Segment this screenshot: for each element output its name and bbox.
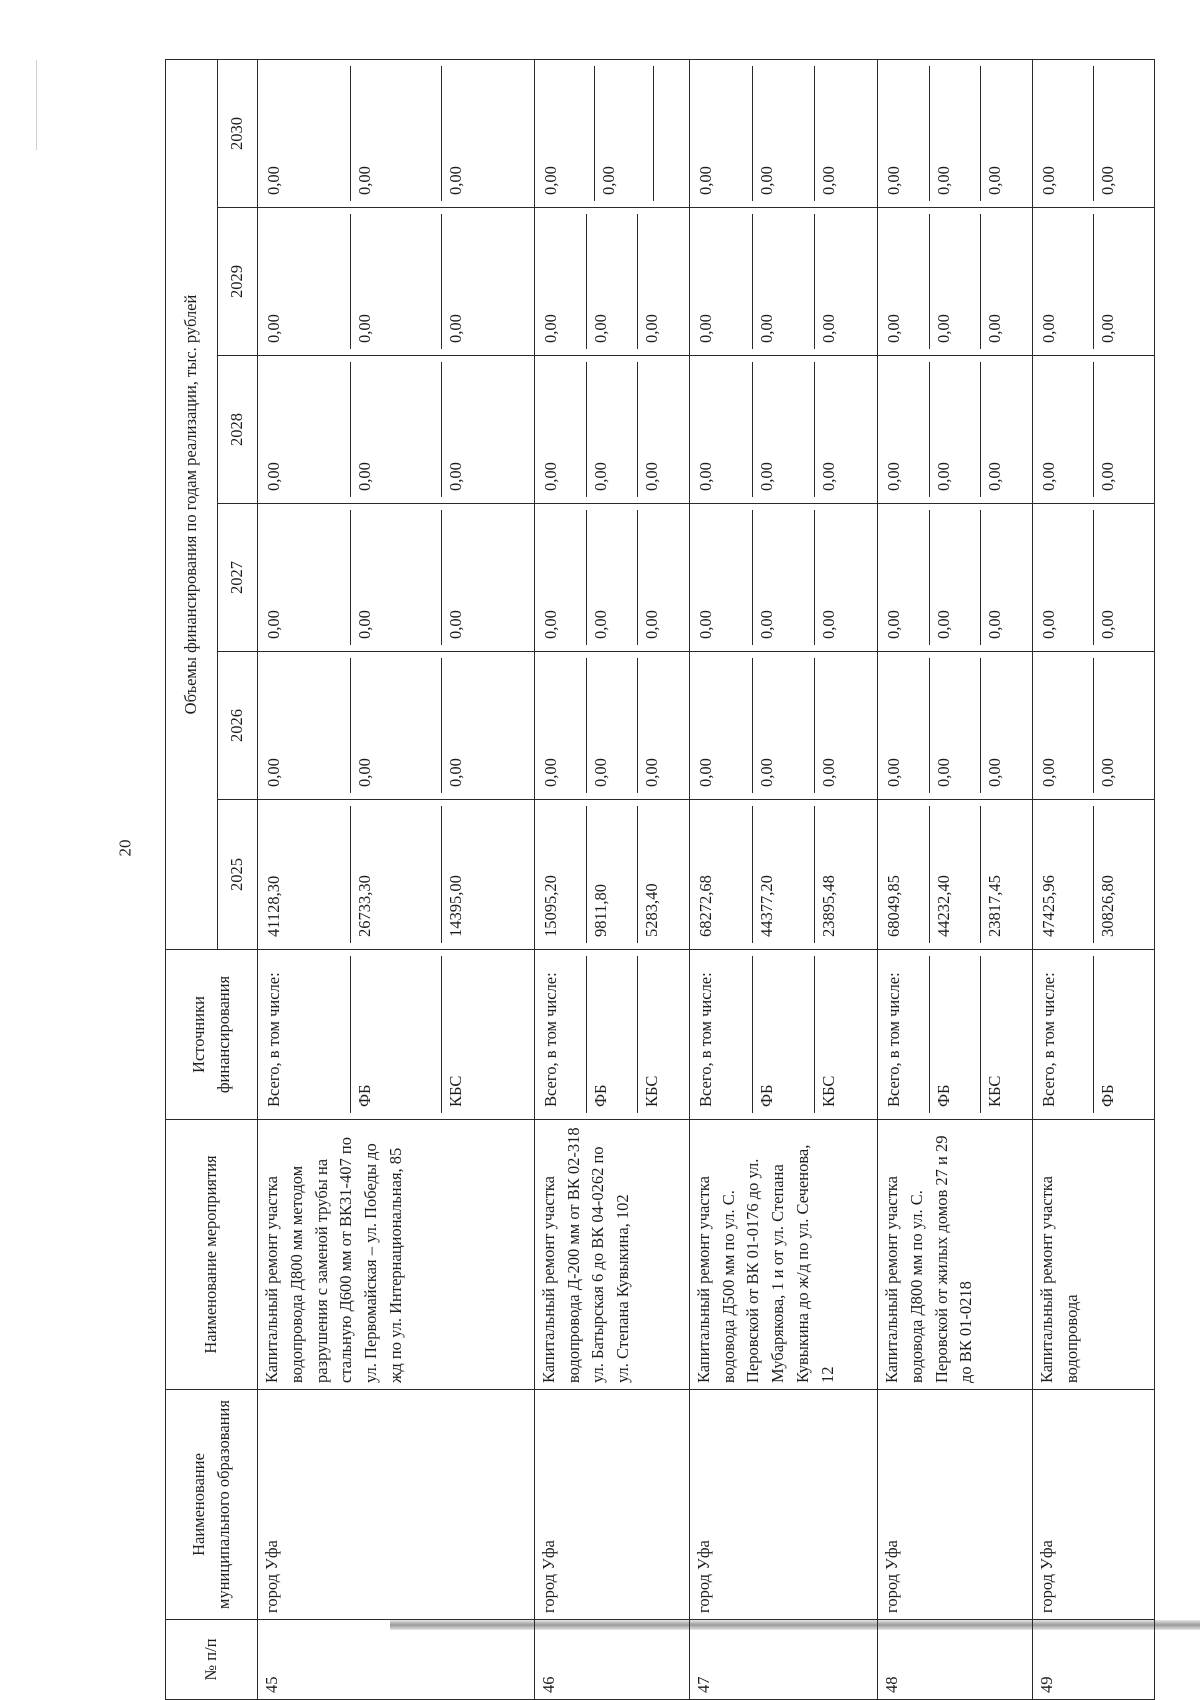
cell-year-values: [534, 356, 689, 504]
value-cell: 0,00: [980, 510, 1030, 645]
value-cell: 0,00: [586, 214, 636, 349]
cell-year-values: [878, 504, 1033, 652]
value-cell: 0,00: [1039, 462, 1059, 491]
value-cell: 0,00: [814, 362, 875, 497]
value-cell: 0,00: [350, 362, 441, 497]
source-line: Всего, в том числе:: [540, 972, 560, 1107]
cell-year-values: [689, 356, 877, 504]
value-cell: 9811,80: [586, 806, 636, 943]
page-number: 20: [115, 839, 135, 857]
value-cell: 0,00: [752, 658, 813, 793]
cell-num: 47: [689, 1620, 877, 1700]
header-year: 2027: [218, 504, 258, 652]
header-year: 2026: [218, 652, 258, 800]
value-cell: 0,00: [1039, 610, 1059, 639]
value-cell: 0,00: [637, 362, 687, 497]
cell-sources: [689, 950, 877, 1120]
value-cell: 0,00: [929, 362, 979, 497]
cell-municipality: город Уфа: [1033, 1390, 1155, 1620]
cell-year-values: [1033, 800, 1155, 950]
cell-activity: Капитальный ремонт участка водопровода Д-200 мм от ВК 02-318 ул. Батырская 6 до ВК 04-0262 по ул. Степана Кувыкина, 102: [534, 1120, 689, 1390]
cell-activity: Капитальный ремонт участка водовода Д500 мм по ул. С. Перовской от ВК 01-0176 до ул. Мубарякова, 1 и от ул. Степана Кувыкина до ж/д по ул. Сеченова, 12: [689, 1120, 877, 1390]
source-line: ФБ: [350, 956, 441, 1113]
header-volumes-group: Объемы финансирования по годам реализации, тыс. рублей: [166, 60, 218, 950]
value-cell: 0,00: [884, 166, 904, 195]
cell-year-values: [534, 652, 689, 800]
table-row: [878, 60, 1033, 1700]
value-cell: 47425,96: [1039, 875, 1059, 937]
cell-year-values: [1033, 208, 1155, 356]
value-cell: 0,00: [594, 66, 653, 201]
cell-year-values: [689, 652, 877, 800]
cell-municipality: город Уфа: [689, 1390, 877, 1620]
source-line: Всего, в том числе:: [695, 972, 715, 1107]
value-cell: 0,00: [929, 510, 979, 645]
value-cell: 0,00: [929, 214, 979, 349]
cell-year-values: [534, 60, 689, 208]
cell-municipality: город Уфа: [258, 1390, 535, 1620]
value-cell: 0,00: [264, 166, 283, 195]
value-cell: 0,00: [884, 758, 904, 787]
value-cell: 0,00: [980, 66, 1030, 201]
value-cell: 0,00: [752, 510, 813, 645]
value-cell: 44377,20: [752, 806, 813, 943]
value-cell: 0,00: [1039, 166, 1059, 195]
source-line: ФБ: [586, 956, 636, 1113]
source-line: КБС: [814, 956, 875, 1113]
value-cell: 0,00: [752, 66, 813, 201]
cell-year-values: [1033, 504, 1155, 652]
value-cell: 0,00: [1039, 314, 1059, 343]
cell-year-values: [878, 800, 1033, 950]
cell-year-values: [534, 800, 689, 950]
value-cell: 0,00: [1093, 214, 1152, 349]
cell-year-values: [258, 208, 535, 356]
cell-year-values: [878, 356, 1033, 504]
scan-edge-left: [36, 60, 37, 150]
cell-activity: Капитальный ремонт участка водопровода Д800 мм методом разрушения с заменой трубы на стальную Д600 мм от ВК31-407 по ул. Первомайская – ул. Победы до жд по ул. Интернациональная, 85: [258, 1120, 535, 1390]
cell-num: 46: [534, 1620, 689, 1700]
header-municipality: Наименование муниципального образования: [166, 1390, 258, 1620]
value-cell: 0,00: [980, 362, 1030, 497]
value-cell: 0,00: [980, 214, 1030, 349]
cell-year-values: [258, 504, 535, 652]
header-activity: Наименование мероприятия: [166, 1120, 258, 1390]
value-cell: 0,00: [637, 510, 687, 645]
cell-num: 49: [1033, 1620, 1155, 1700]
cell-year-values: [534, 208, 689, 356]
value-cell: 0,00: [814, 214, 875, 349]
source-line: ФБ: [752, 956, 813, 1113]
value-cell: 0,00: [586, 362, 636, 497]
cell-municipality: город Уфа: [878, 1390, 1033, 1620]
header-year: 2028: [218, 356, 258, 504]
cell-year-values: [1033, 652, 1155, 800]
table-row: [689, 60, 877, 1700]
value-cell: 0,00: [586, 510, 636, 645]
source-line: КБС: [637, 956, 687, 1113]
value-cell: 0,00: [695, 758, 715, 787]
value-cell: 68049,85: [884, 875, 904, 937]
value-cell: 0,00: [884, 610, 904, 639]
value-cell: 23895,48: [814, 806, 875, 943]
value-cell: 0,00: [540, 462, 560, 491]
value-cell: 0,00: [586, 658, 636, 793]
value-cell: 0,00: [1093, 510, 1152, 645]
value-cell: 0,00: [695, 166, 715, 195]
cell-year-values: [878, 60, 1033, 208]
header-year: 2030: [218, 60, 258, 208]
table-row: [1033, 60, 1155, 1700]
value-cell: 0,00: [884, 314, 904, 343]
value-cell: 0,00: [752, 214, 813, 349]
value-cell: 0,00: [814, 658, 875, 793]
value-cell: 0,00: [350, 214, 441, 349]
cell-sources: [258, 950, 535, 1120]
source-line: ФБ: [1093, 956, 1152, 1113]
cell-year-values: [878, 652, 1033, 800]
cell-sources: [1033, 950, 1155, 1120]
source-line: КБС: [441, 956, 532, 1113]
value-cell: 0,00: [540, 314, 560, 343]
table-body: [258, 60, 1155, 1700]
source-line: Всего, в том числе:: [264, 972, 283, 1107]
value-cell: 23817,45: [980, 806, 1030, 943]
cell-year-values: [878, 208, 1033, 356]
source-line: Всего, в том числе:: [884, 972, 904, 1107]
value-cell: 0,00: [695, 462, 715, 491]
cell-year-values: [1033, 356, 1155, 504]
value-cell: 26733,30: [350, 806, 441, 943]
value-cell: 0,00: [264, 758, 283, 787]
value-cell: 0,00: [441, 658, 532, 793]
value-cell: 0,00: [814, 510, 875, 645]
value-cell: 0,00: [929, 658, 979, 793]
cell-year-values: [534, 504, 689, 652]
value-cell: 0,00: [1093, 66, 1152, 201]
value-cell: 14395,00: [441, 806, 532, 943]
cell-year-values: [689, 60, 877, 208]
cell-num: 45: [258, 1620, 535, 1700]
cell-year-values: [258, 60, 535, 208]
value-cell: 30826,80: [1093, 806, 1152, 943]
header-year: 2029: [218, 208, 258, 356]
value-cell: 0,00: [1039, 758, 1059, 787]
value-cell: 0,00: [540, 166, 560, 195]
value-cell: [653, 66, 687, 201]
value-cell: 0,00: [540, 610, 560, 639]
financing-table: [165, 59, 1155, 1700]
cell-activity: Капитальный ремонт участка водопровода: [1033, 1120, 1155, 1390]
value-cell: 0,00: [1093, 658, 1152, 793]
value-cell: 0,00: [814, 66, 875, 201]
header-num: № п/п: [166, 1620, 258, 1700]
value-cell: 44232,40: [929, 806, 979, 943]
value-cell: 15095,20: [540, 875, 560, 937]
value-cell: 0,00: [540, 758, 560, 787]
value-cell: 0,00: [929, 66, 979, 201]
source-line: ФБ: [929, 956, 979, 1113]
value-cell: 0,00: [980, 658, 1030, 793]
value-cell: 0,00: [441, 66, 532, 201]
value-cell: 0,00: [264, 462, 283, 491]
value-cell: 0,00: [264, 314, 283, 343]
value-cell: 0,00: [695, 610, 715, 639]
value-cell: 0,00: [695, 314, 715, 343]
value-cell: 0,00: [441, 362, 532, 497]
cell-municipality: город Уфа: [534, 1390, 689, 1620]
value-cell: 41128,30: [264, 875, 283, 937]
value-cell: 0,00: [637, 658, 687, 793]
cell-year-values: [258, 356, 535, 504]
cell-sources: [878, 950, 1033, 1120]
cell-year-values: [689, 800, 877, 950]
value-cell: 0,00: [441, 510, 532, 645]
value-cell: 0,00: [884, 462, 904, 491]
value-cell: 0,00: [350, 658, 441, 793]
value-cell: 5283,40: [637, 806, 687, 943]
value-cell: 0,00: [264, 610, 283, 639]
cell-year-values: [258, 652, 535, 800]
cell-year-values: [258, 800, 535, 950]
value-cell: 0,00: [350, 510, 441, 645]
header-sources: Источники финансирования: [166, 950, 258, 1120]
value-cell: 0,00: [637, 214, 687, 349]
table-row: [258, 60, 535, 1700]
table-row: [534, 60, 689, 1700]
value-cell: 0,00: [350, 66, 441, 201]
value-cell: 0,00: [752, 362, 813, 497]
source-line: КБС: [980, 956, 1030, 1113]
cell-year-values: [689, 504, 877, 652]
table-rotated-wrapper: [165, 60, 1155, 1700]
value-cell: 68272,68: [695, 875, 715, 937]
cell-sources: [534, 950, 689, 1120]
cell-num: 48: [878, 1620, 1033, 1700]
value-cell: 0,00: [1093, 362, 1152, 497]
cell-year-values: [689, 208, 877, 356]
source-line: Всего, в том числе:: [1039, 972, 1059, 1107]
cell-activity: Капитальный ремонт участка водовода Д800 мм по ул. С. Перовской от жилых домов 27 и 29 до ВК 01-0218: [878, 1120, 1033, 1390]
value-cell: 0,00: [441, 214, 532, 349]
cell-year-values: [1033, 60, 1155, 208]
header-year: 2025: [218, 800, 258, 950]
